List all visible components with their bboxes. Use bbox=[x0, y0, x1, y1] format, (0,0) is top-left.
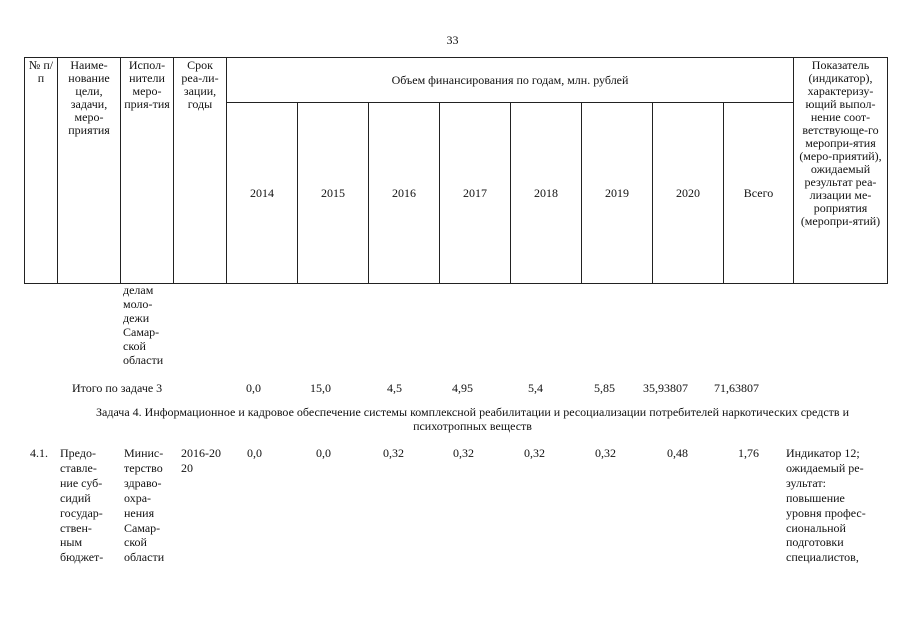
task3-total-2014: 0,0 bbox=[246, 381, 261, 395]
header-term: Срок реа-ли-зации, годы bbox=[174, 58, 227, 284]
header-year-2020: 2020 bbox=[653, 103, 724, 284]
task3-total-2015: 15,0 bbox=[310, 381, 331, 395]
task3-total-label: Итого по задаче 3 bbox=[72, 381, 163, 395]
header-volume: Объем финансирования по годам, млн. рублей bbox=[227, 58, 794, 103]
task3-total-2018: 5,4 bbox=[528, 381, 543, 395]
task3-total-2019: 5,85 bbox=[594, 381, 615, 395]
header-year-2014: 2014 bbox=[227, 103, 298, 284]
executor-continuation: делам моло- дежи Самар- ской области bbox=[123, 283, 164, 367]
header-year-2016: 2016 bbox=[369, 103, 440, 284]
header-year-2019: 2019 bbox=[582, 103, 653, 284]
header-name: Наиме-нование цели, задачи, меро-приятия bbox=[58, 58, 121, 284]
task3-total-all: 71,63807 bbox=[714, 381, 759, 395]
header-year-2018: 2018 bbox=[511, 103, 582, 284]
row-4-1-indicator: Индикатор 12; ожидаемый ре- зультат: повышение уровня профес- сиональной подготовки специалистов, bbox=[786, 446, 866, 565]
header-total: Всего bbox=[724, 103, 794, 284]
row-4-1-total: 1,76 bbox=[738, 446, 759, 460]
row-4-1-executor: Минис- терство здраво- охра- нения Самар- ской области bbox=[124, 446, 165, 565]
row-4-1-2014: 0,0 bbox=[247, 446, 262, 460]
row-4-1-name: Предо- ставле- ние суб- сидий государ- ствен- ным бюджет- bbox=[60, 446, 104, 565]
task3-total-2017: 4,95 bbox=[452, 381, 473, 395]
header-year-2017: 2017 bbox=[440, 103, 511, 284]
header-year-2015: 2015 bbox=[298, 103, 369, 284]
row-4-1-num: 4.1. bbox=[30, 446, 48, 460]
page-number: 33 bbox=[446, 33, 459, 47]
row-4-1-2018: 0,32 bbox=[524, 446, 545, 460]
header-executors: Испол-нители меро-прия-тия bbox=[121, 58, 174, 284]
row-4-1-2019: 0,32 bbox=[595, 446, 616, 460]
row-4-1-2017: 0,32 bbox=[453, 446, 474, 460]
financing-table bbox=[24, 57, 888, 284]
task3-total-2020: 35,93807 bbox=[643, 381, 688, 395]
task3-total-2016: 4,5 bbox=[387, 381, 402, 395]
task4-heading: Задача 4. Информационное и кадровое обеспечение системы комплексной реабилитации и ресоциализации потребителей наркотических средств и психотропных веществ bbox=[96, 405, 849, 433]
row-4-1-2015: 0,0 bbox=[316, 446, 331, 460]
row-4-1-term: 2016-2020 bbox=[181, 446, 221, 475]
header-indicator: Показатель (индикатор), характеризу-ющий выпол-нение соот-ветствующе-го меропри-ятия (меро-приятий), ожидаемый результат реа-лизации ме-роприятия (меропри-ятий) bbox=[794, 58, 888, 284]
row-4-1-2016: 0,32 bbox=[383, 446, 404, 460]
header-num: № п/п bbox=[25, 58, 58, 284]
row-4-1-2020: 0,48 bbox=[667, 446, 688, 460]
